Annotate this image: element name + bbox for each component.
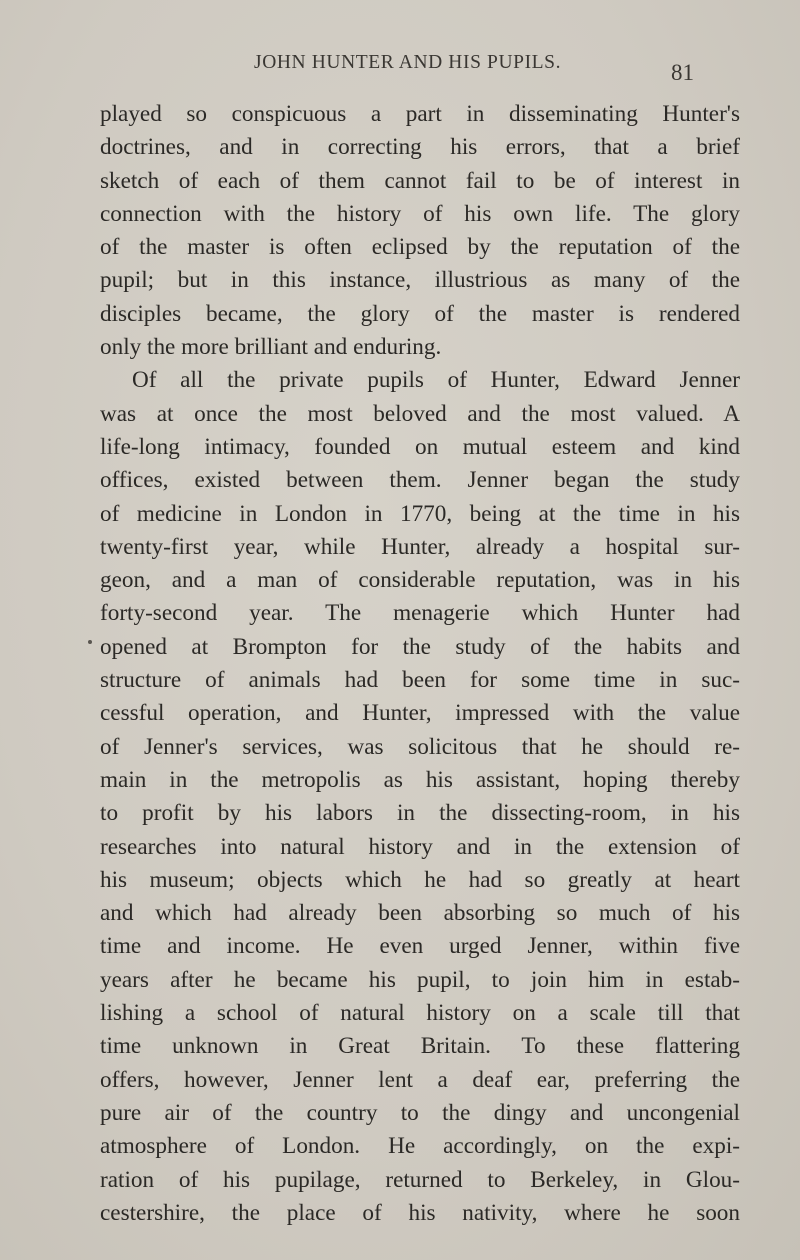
text-line: disciples became, the glory of the master is rendered — [100, 300, 740, 327]
text-line: pupil; but in this instance, illustrious as many of the — [100, 267, 740, 294]
text-line: his museum; objects which he had so greatly at heart — [100, 866, 740, 893]
text-line: of the master is often eclipsed by the reputation of the — [100, 234, 740, 261]
text-line: offices, existed between them. Jenner began the study — [100, 467, 740, 494]
text-line: main in the metropolis as his assistant, hoping thereby — [100, 766, 740, 793]
text-line: offers, however, Jenner lent a deaf ear, preferring the — [100, 1066, 740, 1093]
text-line: lishing a school of natural history on a scale till that — [100, 1000, 740, 1027]
text-line: forty-second year. The menagerie which Hunter had — [100, 600, 740, 627]
text-line: geon, and a man of considerable reputation, was in his — [100, 567, 740, 594]
text-line: of medicine in London in 1770, being at the time in his — [100, 500, 740, 527]
text-line: cessful operation, and Hunter, impressed with the value — [100, 700, 740, 727]
paragraph-end-line: only the more brilliant and enduring. — [100, 334, 442, 361]
running-head: JOHN HUNTER AND HIS PUPILS. — [254, 52, 562, 73]
text-line: researches into natural history and in the extension of — [100, 833, 740, 860]
text-line: connection with the history of his own life. The glory — [100, 200, 740, 227]
text-line: time unknown in Great Britain. To these flattering — [100, 1033, 740, 1060]
text-line: played so conspicuous a part in disseminating Hunter's — [100, 101, 740, 127]
text-line: years after he became his pupil, to join him in estab- — [100, 966, 740, 993]
text-line: time and income. He even urged Jenner, within five — [100, 933, 740, 960]
text-line: sketch of each of them cannot fail to be of interest in — [100, 167, 740, 194]
text-line: life-long intimacy, founded on mutual esteem and kind — [100, 433, 740, 460]
text-line: twenty-first year, while Hunter, already a hospital sur- — [100, 533, 740, 560]
text-line: cestershire, the place of his nativity, where he soon — [100, 1199, 740, 1226]
text-line: to profit by his labors in the dissecting-room, in his — [100, 800, 740, 827]
text-line: pure air of the country to the dingy and uncongenial — [100, 1099, 740, 1126]
stray-ink-mark — [88, 640, 92, 644]
text-line: of Jenner's services, was solicitous that he should re- — [100, 733, 740, 760]
paragraph-start-line: Of all the private pupils of Hunter, Edward Jenner — [132, 367, 740, 394]
page-number: 81 — [671, 60, 694, 85]
text-line: doctrines, and in correcting his errors, that a brief — [100, 134, 740, 161]
text-line: was at once the most beloved and the most valued. A — [100, 400, 740, 427]
text-line: ration of his pupilage, returned to Berkeley, in Glou- — [100, 1166, 740, 1193]
body-text — [100, 98, 740, 1230]
text-line: and which had already been absorbing so much of his — [100, 900, 740, 927]
text-line: structure of animals had been for some time in suc- — [100, 667, 740, 694]
text-line: atmosphere of London. He accordingly, on the expi- — [100, 1133, 740, 1160]
text-line: opened at Brompton for the study of the habits and — [100, 633, 740, 660]
